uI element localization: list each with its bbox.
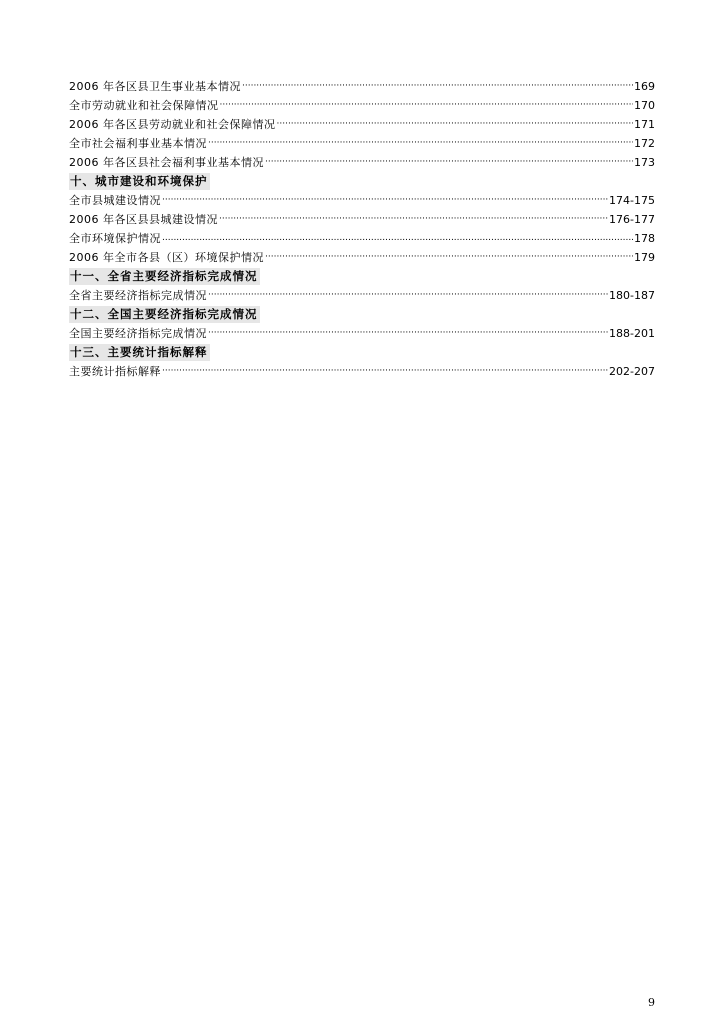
toc-entry-page: 174-175 (609, 194, 655, 207)
toc-entry-title: 2006 年各区县劳动就业和社会保障情况 (69, 118, 276, 131)
toc-entry (69, 229, 655, 248)
table-of-contents (69, 77, 655, 381)
toc-entry-title: 2006 年全市各县（区）环境保护情况 (69, 251, 264, 264)
toc-entry-title: 全市县城建设情况 (69, 194, 161, 207)
toc-entry (69, 153, 655, 172)
toc-section-heading (69, 267, 655, 286)
toc-entry (69, 362, 655, 381)
toc-section-heading (69, 305, 655, 324)
toc-section-title: 十三、主要统计指标解释 (70, 345, 208, 359)
page-number: 9 (648, 996, 655, 1009)
toc-entry-page: 179 (634, 251, 655, 264)
toc-section-title: 十一、全省主要经济指标完成情况 (70, 269, 258, 283)
toc-leader (162, 229, 633, 248)
toc-leader (208, 286, 608, 305)
toc-section-title: 十、城市建设和环境保护 (70, 174, 208, 188)
toc-entry-page: 188-201 (609, 327, 655, 340)
toc-entry-page: 180-187 (609, 289, 655, 302)
toc-section-title: 十二、全国主要经济指标完成情况 (70, 307, 258, 321)
toc-leader (162, 191, 608, 210)
toc-entry (69, 134, 655, 153)
toc-entry-title: 2006 年各区县卫生事业基本情况 (69, 80, 241, 93)
toc-entry-title: 全市劳动就业和社会保障情况 (69, 99, 219, 112)
toc-entry-page: 173 (634, 156, 655, 169)
toc-entry-title: 2006 年各区县社会福利事业基本情况 (69, 156, 264, 169)
toc-entry-page: 169 (634, 80, 655, 93)
toc-entry (69, 77, 655, 96)
toc-leader (208, 134, 633, 153)
toc-entry (69, 248, 655, 267)
toc-entry (69, 324, 655, 343)
toc-leader (219, 210, 608, 229)
toc-entry (69, 210, 655, 229)
toc-leader (162, 362, 608, 381)
toc-entry-page: 202-207 (609, 365, 655, 378)
toc-entry-title: 全省主要经济指标完成情况 (69, 289, 207, 302)
toc-leader (265, 153, 633, 172)
toc-leader (277, 115, 634, 134)
toc-leader (242, 77, 633, 96)
toc-entry-page: 178 (634, 232, 655, 245)
toc-entry (69, 191, 655, 210)
toc-section-heading (69, 343, 655, 362)
toc-entry-title: 主要统计指标解释 (69, 365, 161, 378)
toc-leader (220, 96, 634, 115)
toc-entry-title: 全市社会福利事业基本情况 (69, 137, 207, 150)
toc-entry (69, 115, 655, 134)
toc-section-heading (69, 172, 655, 191)
toc-entry-page: 172 (634, 137, 655, 150)
toc-entry-title: 全国主要经济指标完成情况 (69, 327, 207, 340)
toc-entry (69, 286, 655, 305)
toc-leader (265, 248, 633, 267)
toc-entry (69, 96, 655, 115)
toc-entry-page: 171 (634, 118, 655, 131)
toc-entry-title: 2006 年各区县县城建设情况 (69, 213, 218, 226)
toc-entry-page: 170 (634, 99, 655, 112)
toc-entry-page: 176-177 (609, 213, 655, 226)
toc-leader (208, 324, 608, 343)
toc-entry-title: 全市环境保护情况 (69, 232, 161, 245)
